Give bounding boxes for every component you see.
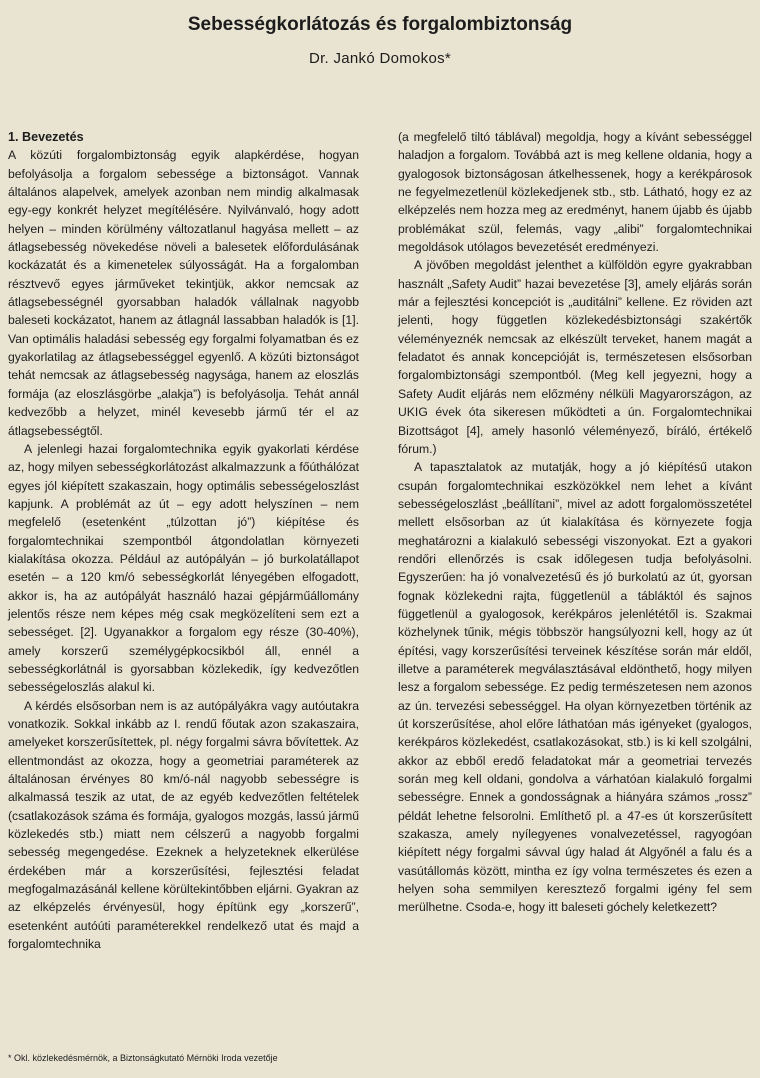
left-column (8, 128, 359, 953)
section-heading: 1. Bevezetés (8, 130, 84, 144)
paragraph: A tapasztalatok az mutatják, hogy a jó kiépítésű utakon csupán forgalomtechnikai eszközökkel nem lehet a kívánt sebességeloszlást „beállítani”, mivel az adott forgalomösszetétel mellett elsősorban az út kialakítása és környezete fogja meghatározni a kialakuló sebességi viszonyokat. Ezt a gyakori rendőri ellenőrzés is csak időlegesen tudja befolyásolni. Egyszerűen: ha jó vonalvezetésű és jó burkolatú az út, gyorsan fognak közlekedni rajta, függetlenül a tábláktól és sajnos függetlenül a gyalogosok, kerékpáros jelenlététől is. Szakmai közhelynek tűnik, mégis többször hangsúlyozni kell, hogy az út építési, vagy korszerűsítési terveinek készítése során már eldől, illetve a paraméterek megválasztásával eldönthető, hogy milyen lesz a forgalom sebessége. Ez pedig természetesen nem azonos az ún. tervezési sebességgel. Ha olyan környezetben történik az út korszerűsítése, ahol előre láthatóan más igényeket (gyalogos, kerékpáros közlekedést, csatlakozásokat, stb.) is ki kell szolgálni, akkor az ebből eredő feladatokat már a geometriai tervezés során meg kell oldani, gondolva a várhatóan kialakuló forgalmi sebességre. Ennek a gondosságnak a hiányára számos „rossz” példát lehetne felsorolni. Említhető pl. a 47-es út korszerűsített szakasza, amely nyílegyenes vonalvezetéssel, ragyogóan kiépített négy forgalmi sávval úgy halad át Algyőnél a falu és a vasútállomás között, mintha ez így volna természetes és ezen a helyen soha semmilyen keresztező forgalmi igény fel sem merülhetne. Csoda-e, hogy itt baleseti góchely keletkezett? (398, 460, 752, 915)
article-author: Dr. Jankó Domokos* (308, 50, 452, 67)
footnote: * Okl. közlekedésmérnök, a Biztonságkutató Mérnöki Iroda vezetője (8, 1053, 278, 1063)
paragraph: A közúti forgalombiztonság egyik alapkérdése, hogyan befolyásolja a forgalom sebessége a biztonságot. Vannak általános alapelvek, amelyek azonban nem mindig alkalmasak egy-egy konkrét helyzet megítélésére. Nyilvánvaló, hogy adott helyen – minden körülmény változatlanul hagyása mellett – az átlagsebesség növekedése növeli a balesetek előfordulásának kockázatát és a kimeneteleк súlyosságát. Ha a forgalomban résztvevő egyes járműveket tekintjük, akkor nemcsak az átlagsebességnél gyorsabban haladók vállalnak nagyobb baleseti kockázatot, hanem az átlagnál lassabban haladók is [1]. Van optimális haladási sebesség egy forgalmi folyamatban és ez gyakorlatilag az átlagsebességgel egyenlő. A közúti biztonságot tehát nemcsak az átlagsebesség nagysága, hanem az eloszlás formája (az eloszlásgörbe „alakja”) is befolyásolja. Tehát annál kedvezőbb a helyzet, minél kevesebb jármű tér el az átlagsebességtől. (8, 148, 359, 438)
paragraph: (a megfelelő tiltó táblával) megoldja, hogy a kívánt sebességgel haladjon a forgalom. Továbbá azt is meg kellene oldania, hogy a gyalogosok biztonságosan átkelhessenek, hogy a kerékpárosok ne fegyelmezetlenül közlekedjenek stb., stb. Látható, hogy ez az elképzelés nem hozza meg az eredményt, hanem újabb és újabb problémákat szül, felemás, vagy „alibi” forgalomtechnikai megoldások utólagos bevezetését eredményezi. (398, 130, 752, 255)
right-column (398, 128, 752, 917)
paragraph: A kérdés elsősorban nem is az autópályákra vagy autóutakra vonatkozik. Sokkal inkább az I. rendű főutak azon szakaszaira, amelyeket korszerűsítettek, pl. négy forgalmi sávra bővítettek. Az ellentmondást az okozza, hogy a geometriai paraméterek az általánosan érvényes 80 km/ó-nál nagyobb sebességre is alkalmassá teszik az utat, de az egyéb kedvezőtlen feltételek (csatlakozások száma és formája, gyalogos mozgás, lassú jármű közlekedés stb.) miatt nem célszerű a nagyobb forgalmi sebesség megengedése. Ezeknek a helyzeteknek elkerülése érdekében már a korszerűsítési, fejlesztési feladat megfogalmazásánál kellene körültekintőbben eljárni. Gyakran az az elképzelés érvényesül, hogy építünk egy „korszerű”, esetenként autóúti paraméterekkel rendelkező utat és majd a forgalomtechnika (8, 698, 359, 952)
paragraph: A jövőben megoldást jelenthet a külföldön egyre gyakrabban használt „Safety Audit” hazai bevezetése [3], amely eljárás során már a fejlesztési koncepciót is „auditálni” kellene. Ez röviden azt jelenti, hogy független közlekedésbiztonsági szakértők véleményeznék nemcsak az elkészült terveket, hanem magát a feladatot és annak koncepcióját is, természetesen elsősorban forgalombiztonsági szempontból. (Meg kell jegyezni, hogy a Safety Audit eljárás nem előzmény nélküli Magyarországon, az UKIG évek óta sikeresen működteti a ún. Forgalomtechnikai Bizottságot [4], amely hasonló véleményező, bíráló, értékelő fórum.) (398, 258, 752, 456)
paragraph: A jelenlegi hazai forgalomtechnika egyik gyakorlati kérdése az, hogy milyen sebességkorlátozást alkalmazzunk a főúthálózat egyes jól kiépített szakaszain, hogy optimális sebességeloszlást kapjunk. A problémát az út – egy adott helyszínen – nem megfelelő (esetenként „túlzottan jó”) kiépítése és forgalomtechnikai szempontból átgondolatlan környezeti kialakítása okozza. Például az autópályán – jó burkolatállapot esetén – a 120 km/ó sebességkorlát lényegében elfogadott, akkor is, ha az autópályát használó hazai gépjárműállomány jelentős része nem képes még csak megközelíteni sem ezt a sebességet. [2]. Ugyanakkor a forgalom egy része (30-40%), amely korszerű személygépkocsikból áll, ennél a sebességkorlátnál is gyorsabban közlekedik, így kedvezőtlen sebességeloszlás alakul ki. (8, 441, 359, 695)
article-title: Sebességkorlátozás és forgalombiztonság (187, 14, 573, 35)
